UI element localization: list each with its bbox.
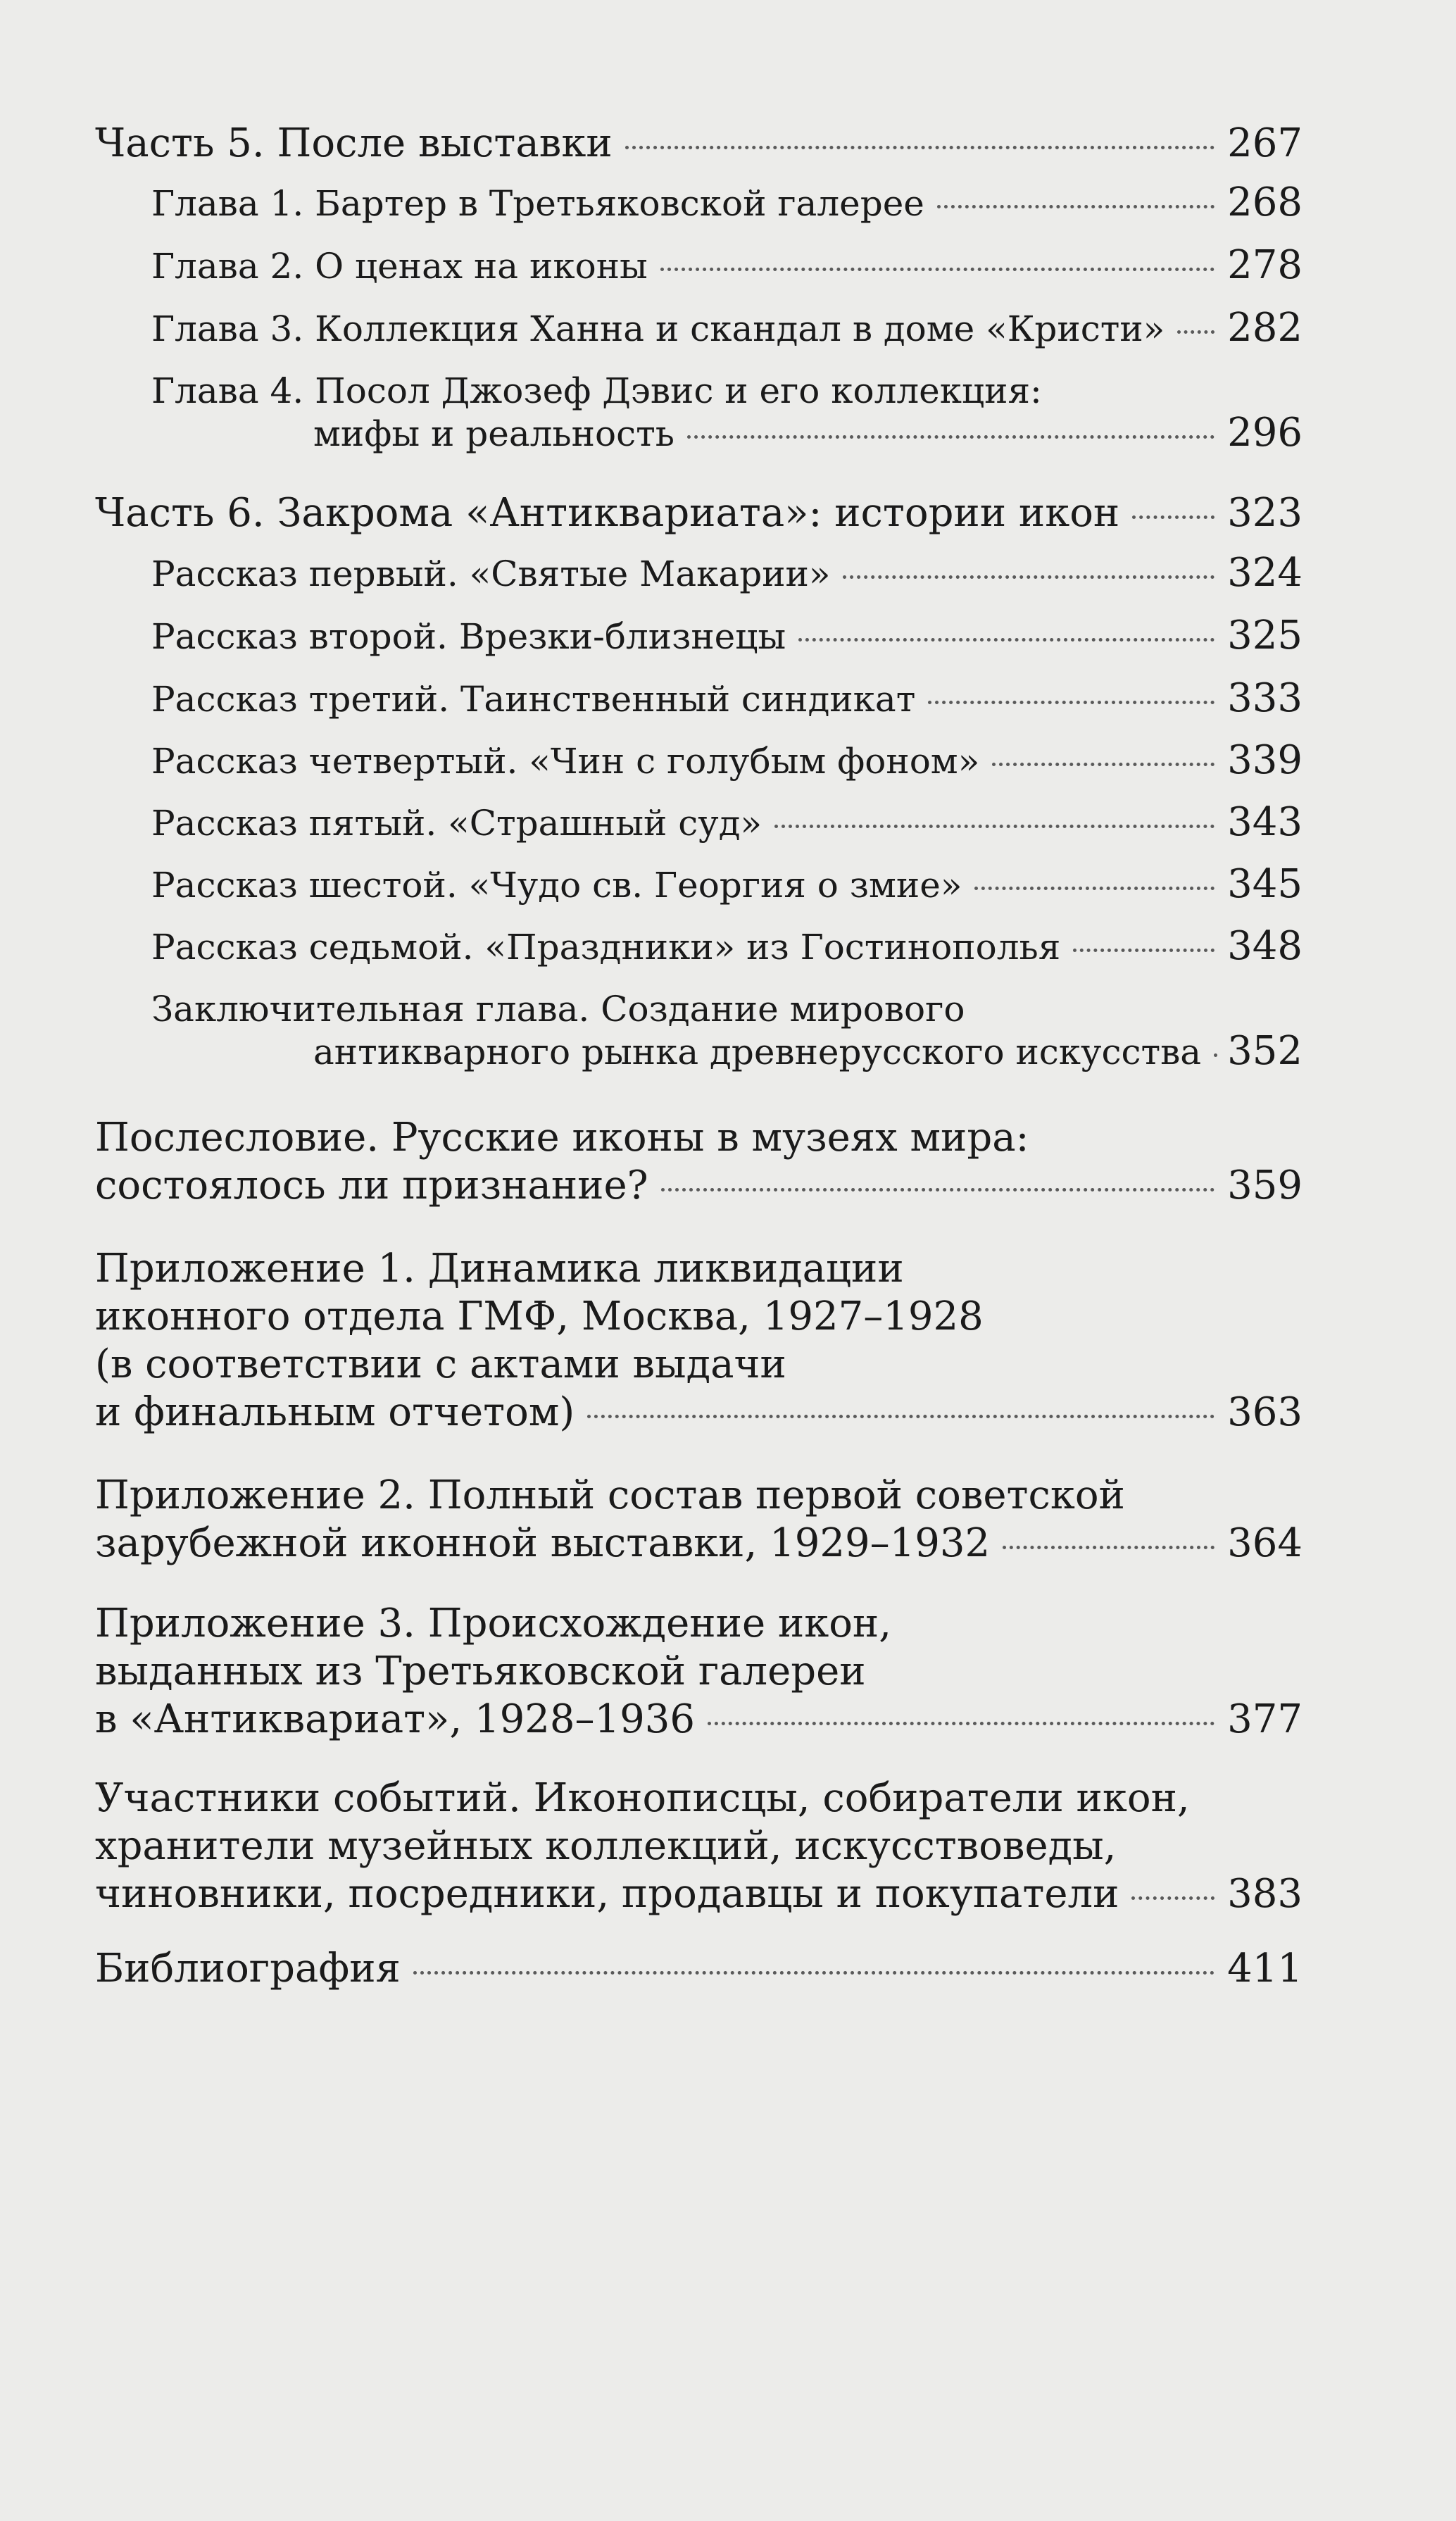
toc-entry-line <box>95 1870 1303 1918</box>
toc-entry-title: Послесловие. Русские иконы в музеях мира: <box>95 1115 1029 1161</box>
toc-part-entry <box>95 489 1303 537</box>
toc-entry-line <box>95 489 1303 537</box>
toc-page-number: 333 <box>1227 675 1303 721</box>
toc-chapter-entry <box>151 988 1303 1072</box>
toc-entry-title: Рассказ четвертый. «Чин с голубым фоном» <box>151 741 980 782</box>
toc-entry-title: Участники событий. Иконописцы, собиратели икон, <box>95 1775 1190 1821</box>
dot-leader <box>687 435 1215 439</box>
toc-chapter-entry <box>151 801 1303 844</box>
toc-entry-line <box>151 244 1303 287</box>
toc-chapter-entry <box>151 739 1303 782</box>
toc-entry-title: (в соответствии с актами выдачи <box>95 1341 786 1387</box>
toc-page-number: 278 <box>1227 242 1303 288</box>
toc-chapter-entry <box>151 615 1303 657</box>
toc-entry-line <box>151 412 1303 454</box>
toc-page-number: 267 <box>1227 120 1303 166</box>
toc-entry-title: Библиография <box>95 1946 401 1991</box>
toc-entry-title: Глава 4. Посол Джозеф Дэвис и его коллекция: <box>151 370 1042 411</box>
toc-entry-line <box>95 1245 1303 1293</box>
toc-page-number: 345 <box>1227 861 1303 907</box>
toc-chapter-entry <box>151 925 1303 968</box>
toc-entry-title: Часть 5. После выставки <box>95 120 613 166</box>
toc-page-number: 268 <box>1227 180 1303 225</box>
toc-part-entry <box>95 1775 1303 1918</box>
toc-page-number: 364 <box>1227 1520 1303 1566</box>
toc-page-number: 352 <box>1227 1028 1303 1074</box>
toc-entry-title: иконного отдела ГМФ, Москва, 1927–1928 <box>95 1294 984 1339</box>
toc-entry-title: Глава 1. Бартер в Третьяковской галерее <box>151 183 924 224</box>
dot-leader <box>843 575 1215 579</box>
dot-leader <box>937 205 1215 208</box>
toc-chapter-entry <box>151 370 1303 454</box>
toc-entry-title: Глава 2. О ценах на иконы <box>151 246 648 287</box>
toc-entry-line <box>151 552 1303 594</box>
dot-leader <box>774 825 1215 828</box>
toc-entry-title: в «Антиквариат», 1928–1936 <box>95 1696 695 1742</box>
toc-entry-title: Приложение 1. Динамика ликвидации <box>95 1246 904 1291</box>
toc-page-number: 359 <box>1227 1163 1303 1208</box>
dot-leader <box>1003 1546 1215 1549</box>
toc-entry-title: Рассказ шестой. «Чудо св. Георгия о змие» <box>151 865 962 906</box>
toc-entry-line <box>151 739 1303 782</box>
toc-entry-line <box>95 1341 1303 1389</box>
toc-entry-line <box>151 801 1303 844</box>
toc-entry-line <box>95 1520 1303 1568</box>
dot-leader <box>625 146 1215 149</box>
toc-entry-line <box>151 863 1303 906</box>
toc-entry-line <box>95 1648 1303 1696</box>
toc-entry-title: Рассказ седьмой. «Праздники» из Гостинополья <box>151 927 1061 968</box>
dot-leader <box>661 1188 1215 1191</box>
toc-entry-title: чиновники, посредники, продавцы и покупатели <box>95 1871 1119 1917</box>
toc-page-number: 339 <box>1227 737 1303 783</box>
toc-entry-line <box>151 615 1303 657</box>
toc-part-entry <box>95 1472 1303 1568</box>
toc-chapter-entry <box>151 182 1303 224</box>
toc-entry-title: Глава 3. Коллекция Ханна и скандал в доме «Кристи» <box>151 308 1165 349</box>
dot-leader <box>992 763 1215 766</box>
dot-leader <box>660 268 1215 271</box>
toc-page-number: 383 <box>1227 1871 1303 1917</box>
dot-leader <box>1132 515 1215 519</box>
toc-entry-line <box>95 1822 1303 1870</box>
toc-entry-line <box>95 120 1303 168</box>
toc-part-entry <box>95 1245 1303 1437</box>
toc-entry-line <box>95 1472 1303 1520</box>
toc-chapter-entry <box>151 552 1303 594</box>
toc-part-entry <box>95 1114 1303 1210</box>
dot-leader <box>798 638 1215 642</box>
toc-entry-title: хранители музейных коллекций, искусствоведы, <box>95 1823 1117 1869</box>
toc-page-number: 363 <box>1227 1389 1303 1435</box>
toc-entry-line <box>95 1945 1303 1993</box>
toc-entry-title: и финальным отчетом) <box>95 1389 575 1435</box>
toc-entry-title: Приложение 3. Происхождение икон, <box>95 1601 892 1646</box>
toc-page-number: 377 <box>1227 1696 1303 1742</box>
toc-entry-title: Заключительная глава. Создание мирового <box>151 989 965 1030</box>
toc-entry-line <box>151 370 1303 412</box>
toc-chapter-entry <box>151 307 1303 349</box>
toc-entry-title: зарубежной иконной выставки, 1929–1932 <box>95 1520 991 1566</box>
toc-page-number: 411 <box>1227 1946 1303 1991</box>
toc-page-number: 324 <box>1227 550 1303 596</box>
toc-entry-line <box>95 1696 1303 1744</box>
toc-chapter-entry <box>151 863 1303 906</box>
toc-entry-line <box>151 677 1303 720</box>
toc-entry-title: Часть 6. Закрома «Антиквариата»: истории икон <box>95 490 1120 536</box>
toc-part-entry <box>95 120 1303 168</box>
toc-entry-line <box>95 1114 1303 1162</box>
dot-leader <box>928 701 1215 704</box>
toc-page-number: 343 <box>1227 799 1303 845</box>
toc-page-number: 282 <box>1227 305 1303 351</box>
toc-page-number: 325 <box>1227 613 1303 658</box>
toc-entry-title: Рассказ второй. Врезки-близнецы <box>151 616 786 657</box>
toc-entry-title: Рассказ первый. «Святые Макарии» <box>151 553 831 594</box>
dot-leader <box>1214 1053 1215 1057</box>
toc-entry-line <box>151 182 1303 224</box>
toc-entry-line <box>151 988 1303 1030</box>
toc-entry-line <box>151 307 1303 349</box>
dot-leader <box>1131 1896 1215 1900</box>
dot-leader <box>587 1415 1215 1418</box>
toc-entry-line <box>95 1162 1303 1210</box>
toc-chapter-entry <box>151 244 1303 287</box>
toc-part-entry <box>95 1600 1303 1744</box>
toc-entry-title: антикварного рынка древнерусского искусства <box>313 1032 1202 1072</box>
toc-page-number: 323 <box>1227 490 1303 536</box>
toc-entry-title: Рассказ третий. Таинственный синдикат <box>151 679 916 720</box>
dot-leader <box>974 887 1215 890</box>
toc-chapter-entry <box>151 677 1303 720</box>
toc-entry-title: выданных из Третьяковской галереи <box>95 1649 866 1694</box>
toc-page-number: 296 <box>1227 410 1303 456</box>
dot-leader <box>1177 330 1215 334</box>
toc-entry-title: мифы и реальность <box>313 413 674 454</box>
toc-entry-title: Приложение 2. Полный состав первой советской <box>95 1472 1125 1518</box>
toc-entry-line <box>95 1293 1303 1341</box>
toc-entry-line <box>151 925 1303 968</box>
toc-entry-title: Рассказ пятый. «Страшный суд» <box>151 803 762 844</box>
toc-page-number: 348 <box>1227 923 1303 969</box>
dot-leader <box>413 1971 1215 1975</box>
toc-entry-title: состоялось ли признание? <box>95 1163 648 1208</box>
dot-leader <box>708 1722 1215 1725</box>
toc-entry-line <box>151 1030 1303 1072</box>
toc-entry-line <box>95 1600 1303 1648</box>
dot-leader <box>1073 949 1215 952</box>
toc-part-entry <box>95 1945 1303 1993</box>
toc-entry-line <box>95 1775 1303 1822</box>
toc-entry-line <box>95 1389 1303 1437</box>
